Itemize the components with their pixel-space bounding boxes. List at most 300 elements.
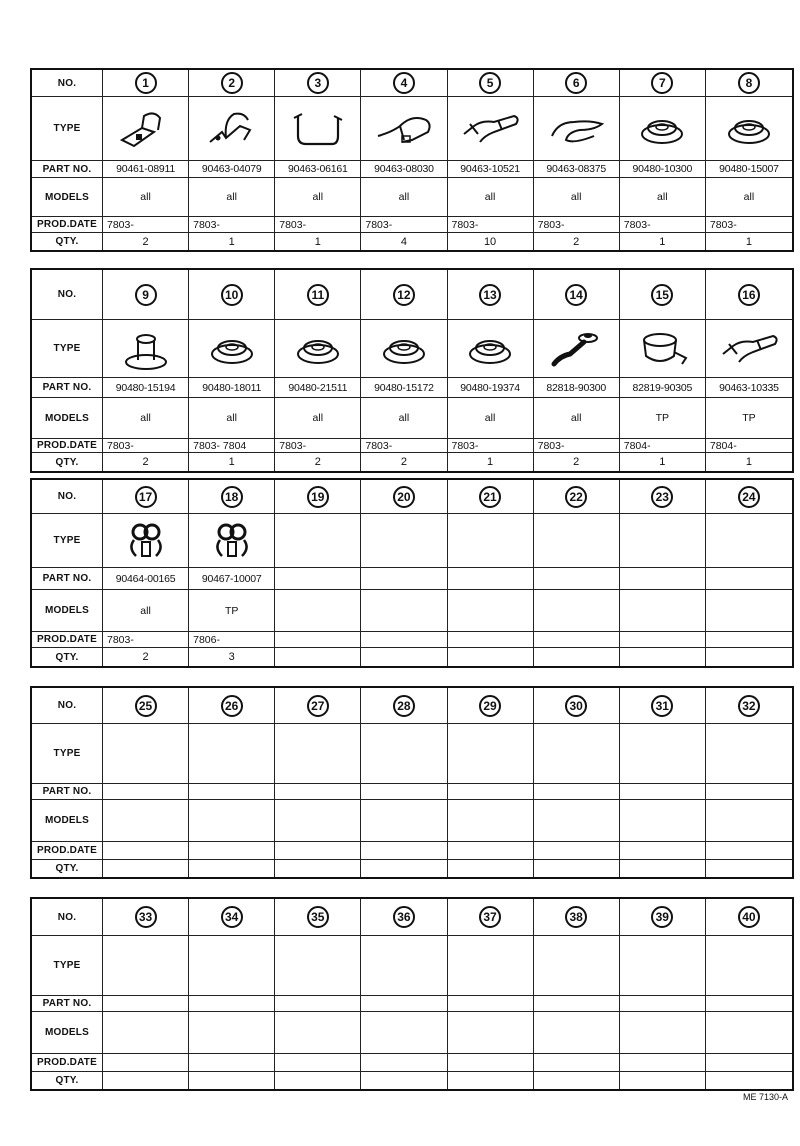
item-number-cell — [620, 899, 706, 936]
item-number: 23 — [651, 486, 673, 508]
prod-date-value — [448, 842, 534, 860]
qty-value: 10 — [448, 233, 534, 250]
item-number: 16 — [738, 284, 760, 306]
models-value — [534, 800, 620, 842]
type-cell — [361, 514, 447, 568]
u-clamp-icon — [286, 106, 350, 152]
part-no-value — [706, 996, 792, 1012]
grommet-icon — [200, 326, 264, 372]
prod-date-value — [706, 1054, 792, 1072]
prod-date-value — [103, 842, 189, 860]
part-no-value: 90461-08911 — [103, 161, 189, 178]
type-cell — [706, 724, 792, 784]
parts-table-3 — [30, 478, 794, 668]
qty-value — [534, 1072, 620, 1089]
prod-date-value: 7803- — [534, 217, 620, 233]
item-number-cell — [275, 899, 361, 936]
qty-value — [448, 648, 534, 666]
type-cell — [706, 97, 792, 161]
part-no-value: 90464-00165 — [103, 568, 189, 590]
part-no-value — [534, 996, 620, 1012]
part-no-value — [448, 996, 534, 1012]
part-no-value: 90463-06161 — [275, 161, 361, 178]
part-no-value — [189, 996, 275, 1012]
models-value — [189, 1012, 275, 1054]
item-number-cell — [534, 688, 620, 724]
models-value: all — [103, 590, 189, 632]
part-no-value — [361, 784, 447, 800]
models-value: all — [275, 178, 361, 217]
item-number-cell — [534, 480, 620, 514]
type-cell — [103, 724, 189, 784]
type-cell — [361, 320, 447, 378]
prod-date-value — [706, 632, 792, 648]
row-label-part-no: PART NO. — [32, 784, 103, 800]
part-no-value: 90480-19374 — [448, 378, 534, 398]
part-no-value: 82818-90300 — [534, 378, 620, 398]
prod-date-value: 7803- — [103, 439, 189, 453]
row-label-type: TYPE — [32, 514, 103, 568]
models-value: all — [103, 178, 189, 217]
type-cell — [361, 724, 447, 784]
parts-table-2 — [30, 268, 794, 473]
item-number: 2 — [221, 72, 243, 94]
prod-date-value: 7803- — [103, 217, 189, 233]
prod-date-value — [275, 842, 361, 860]
item-number-cell — [706, 270, 792, 320]
models-value — [103, 800, 189, 842]
prod-date-value: 7803- 7804 — [189, 439, 275, 453]
prod-date-value — [103, 1054, 189, 1072]
qty-value — [103, 860, 189, 877]
item-number: 29 — [479, 695, 501, 717]
type-cell — [275, 320, 361, 378]
item-number-cell — [448, 70, 534, 97]
item-number-cell — [448, 270, 534, 320]
part-no-value — [448, 568, 534, 590]
models-value: all — [361, 398, 447, 439]
parts-table-1 — [30, 68, 794, 252]
type-cell — [189, 514, 275, 568]
models-value — [706, 590, 792, 632]
prod-date-value: 7803- — [361, 217, 447, 233]
row-label-models: MODELS — [32, 398, 103, 439]
models-value — [706, 800, 792, 842]
item-number: 33 — [135, 906, 157, 928]
qty-value — [706, 648, 792, 666]
part-no-value: 90480-15194 — [103, 378, 189, 398]
item-number-cell — [275, 688, 361, 724]
parts-table-5 — [30, 897, 794, 1091]
item-number: 1 — [135, 72, 157, 94]
models-value — [361, 800, 447, 842]
prod-date-value: 7803- — [706, 217, 792, 233]
item-number-cell — [620, 70, 706, 97]
part-no-value: 90480-21511 — [275, 378, 361, 398]
type-cell — [620, 514, 706, 568]
qty-value — [448, 860, 534, 877]
item-number: 12 — [393, 284, 415, 306]
row-label-part-no: PART NO. — [32, 568, 103, 590]
part-no-value: 82819-90305 — [620, 378, 706, 398]
item-number: 30 — [565, 695, 587, 717]
row-label-prod-date: PROD.DATE — [32, 439, 103, 453]
type-cell — [534, 320, 620, 378]
part-no-value: 90480-18011 — [189, 378, 275, 398]
qty-value: 2 — [534, 233, 620, 250]
item-number: 14 — [565, 284, 587, 306]
models-value: all — [534, 398, 620, 439]
qty-value: 4 — [361, 233, 447, 250]
row-label-qty: QTY. — [32, 233, 103, 250]
item-number-cell — [706, 480, 792, 514]
qty-value: 1 — [620, 453, 706, 471]
models-value — [448, 1012, 534, 1054]
prod-date-value — [620, 632, 706, 648]
item-number: 18 — [221, 486, 243, 508]
prod-date-value — [448, 632, 534, 648]
part-no-value — [620, 996, 706, 1012]
models-value: all — [189, 398, 275, 439]
models-value — [534, 1012, 620, 1054]
part-no-value — [620, 784, 706, 800]
prod-date-value — [361, 632, 447, 648]
item-number: 10 — [221, 284, 243, 306]
twin-clamp-icon — [114, 518, 178, 564]
row-label-no: NO. — [32, 270, 103, 320]
type-cell — [189, 97, 275, 161]
models-value: TP — [189, 590, 275, 632]
item-number-cell — [620, 480, 706, 514]
models-value — [534, 590, 620, 632]
type-cell — [620, 320, 706, 378]
qty-value: 2 — [534, 453, 620, 471]
item-number-cell — [103, 688, 189, 724]
type-cell — [448, 724, 534, 784]
row-label-part-no: PART NO. — [32, 996, 103, 1012]
item-number: 31 — [651, 695, 673, 717]
row-label-type: TYPE — [32, 936, 103, 996]
prod-date-value — [189, 1054, 275, 1072]
item-number-cell — [189, 70, 275, 97]
item-number-cell — [448, 688, 534, 724]
prod-date-value — [534, 1054, 620, 1072]
models-value: all — [275, 398, 361, 439]
row-label-no: NO. — [32, 899, 103, 936]
loop-clamp-icon — [544, 106, 608, 152]
push-grommet-icon — [114, 326, 178, 372]
prod-date-value — [189, 842, 275, 860]
row-label-models: MODELS — [32, 1012, 103, 1054]
prod-date-value — [361, 842, 447, 860]
item-number-cell — [275, 270, 361, 320]
type-cell — [448, 97, 534, 161]
type-cell — [275, 936, 361, 996]
item-number-cell — [361, 270, 447, 320]
part-no-value — [275, 996, 361, 1012]
models-value — [361, 590, 447, 632]
item-number-cell — [361, 480, 447, 514]
part-no-value: 90463-10335 — [706, 378, 792, 398]
qty-value — [275, 860, 361, 877]
wire-clip-icon — [458, 106, 522, 152]
wire-clip-icon — [717, 326, 781, 372]
item-number: 37 — [479, 906, 501, 928]
item-number-cell — [275, 70, 361, 97]
item-number: 25 — [135, 695, 157, 717]
row-label-part-no: PART NO. — [32, 161, 103, 178]
row-label-qty: QTY. — [32, 453, 103, 471]
qty-value — [620, 648, 706, 666]
type-cell — [706, 514, 792, 568]
models-value: all — [448, 178, 534, 217]
models-value — [448, 590, 534, 632]
item-number: 39 — [651, 906, 673, 928]
models-value — [103, 1012, 189, 1054]
item-number-cell — [706, 70, 792, 97]
prod-date-value — [706, 842, 792, 860]
type-cell — [448, 320, 534, 378]
type-cell — [706, 320, 792, 378]
qty-value — [361, 860, 447, 877]
item-number-cell — [620, 270, 706, 320]
item-number: 21 — [479, 486, 501, 508]
type-cell — [189, 320, 275, 378]
item-number: 3 — [307, 72, 329, 94]
part-no-value — [103, 996, 189, 1012]
type-cell — [620, 97, 706, 161]
qty-value: 3 — [189, 648, 275, 666]
part-no-value — [706, 568, 792, 590]
item-number: 20 — [393, 486, 415, 508]
qty-value: 1 — [189, 233, 275, 250]
grommet-icon — [458, 326, 522, 372]
prod-date-value — [620, 1054, 706, 1072]
part-no-value — [448, 784, 534, 800]
qty-value: 2 — [103, 648, 189, 666]
item-number-cell — [361, 899, 447, 936]
type-cell — [275, 97, 361, 161]
prod-date-value: 7804- — [620, 439, 706, 453]
type-cell — [534, 936, 620, 996]
row-label-no: NO. — [32, 688, 103, 724]
row-label-qty: QTY. — [32, 1072, 103, 1089]
item-number: 15 — [651, 284, 673, 306]
item-number: 6 — [565, 72, 587, 94]
part-no-value: 90463-04079 — [189, 161, 275, 178]
prod-date-value: 7803- — [448, 439, 534, 453]
qty-value — [448, 1072, 534, 1089]
models-value: all — [189, 178, 275, 217]
qty-value: 1 — [620, 233, 706, 250]
boot-grommet-icon — [544, 326, 608, 372]
models-value — [620, 800, 706, 842]
qty-value: 1 — [275, 233, 361, 250]
item-number: 11 — [307, 284, 329, 306]
row-label-prod-date: PROD.DATE — [32, 632, 103, 648]
qty-value: 1 — [745, 235, 752, 248]
part-no-value — [361, 568, 447, 590]
qty-value — [361, 1072, 447, 1089]
part-no-value — [706, 784, 792, 800]
item-number: 9 — [135, 284, 157, 306]
type-cell — [361, 936, 447, 996]
qty-value — [620, 1072, 706, 1089]
prod-date-value — [620, 842, 706, 860]
item-number: 19 — [307, 486, 329, 508]
item-number: 4 — [393, 72, 415, 94]
item-number-cell — [103, 899, 189, 936]
models-value: TP — [706, 398, 792, 439]
prod-date-value — [448, 1054, 534, 1072]
item-number: 27 — [307, 695, 329, 717]
models-value: all — [534, 178, 620, 217]
item-number: 26 — [221, 695, 243, 717]
qty-value: 2 — [275, 453, 361, 471]
part-no-value — [275, 568, 361, 590]
type-cell — [448, 514, 534, 568]
qty-value — [534, 648, 620, 666]
qty-value — [706, 1072, 792, 1089]
item-number: 32 — [738, 695, 760, 717]
part-no-value — [534, 568, 620, 590]
item-number: 5 — [479, 72, 501, 94]
row-label-no: NO. — [32, 70, 103, 97]
qty-value: 2 — [103, 453, 189, 471]
item-number: 13 — [479, 284, 501, 306]
qty-value — [620, 860, 706, 877]
grommet-icon — [372, 326, 436, 372]
type-cell — [534, 97, 620, 161]
item-number-cell — [534, 899, 620, 936]
row-label-models: MODELS — [32, 800, 103, 842]
part-no-value — [103, 784, 189, 800]
row-label-models: MODELS — [32, 590, 103, 632]
item-number: 36 — [393, 906, 415, 928]
models-value — [189, 800, 275, 842]
prod-date-value: 7803- — [361, 439, 447, 453]
type-cell — [189, 936, 275, 996]
bent-clamp-icon — [200, 106, 264, 152]
item-number-cell — [103, 70, 189, 97]
prod-date-value — [275, 632, 361, 648]
item-number-cell — [448, 480, 534, 514]
models-value: all — [706, 178, 792, 217]
footer-code: ME 7130-A — [742, 1092, 788, 1102]
part-no-value: 90463-08375 — [534, 161, 620, 178]
prod-date-value: 7803- — [275, 439, 361, 453]
qty-value — [275, 648, 361, 666]
band-clamp-icon — [372, 106, 436, 152]
item-number-cell — [189, 480, 275, 514]
item-number: 22 — [565, 486, 587, 508]
parts-table-4 — [30, 686, 794, 879]
type-cell — [534, 514, 620, 568]
item-number: 17 — [135, 486, 157, 508]
models-value: TP — [620, 398, 706, 439]
type-cell — [275, 724, 361, 784]
prod-date-value — [534, 842, 620, 860]
part-no-value: 90480-10300 — [620, 161, 706, 178]
row-label-qty: QTY. — [32, 860, 103, 877]
grommet-icon — [717, 106, 781, 152]
item-number: 8 — [738, 72, 760, 94]
row-label-qty: QTY. — [32, 648, 103, 666]
row-label-prod-date: PROD.DATE — [32, 217, 103, 233]
item-number-cell — [103, 270, 189, 320]
models-value: all — [448, 398, 534, 439]
models-value — [620, 1012, 706, 1054]
prod-date-value: 7803- — [275, 217, 361, 233]
row-label-type: TYPE — [32, 724, 103, 784]
item-number: 28 — [393, 695, 415, 717]
row-label-part-no: PART NO. — [32, 378, 103, 398]
prod-date-value: 7803- — [534, 439, 620, 453]
prod-date-value: 7803- — [448, 217, 534, 233]
row-label-prod-date: PROD.DATE — [32, 1054, 103, 1072]
qty-value: 2 — [361, 453, 447, 471]
models-value — [275, 800, 361, 842]
qty-value: 1 — [745, 456, 752, 468]
type-cell — [103, 320, 189, 378]
item-number-cell — [189, 688, 275, 724]
item-number: 24 — [738, 486, 760, 508]
item-number-cell — [189, 270, 275, 320]
qty-value — [275, 1072, 361, 1089]
row-label-no: NO. — [32, 480, 103, 514]
part-no-value — [534, 784, 620, 800]
part-no-value — [620, 568, 706, 590]
models-value — [706, 1012, 792, 1054]
qty-value: 2 — [103, 233, 189, 250]
type-cell — [706, 936, 792, 996]
row-label-type: TYPE — [32, 97, 103, 161]
item-number: 34 — [221, 906, 243, 928]
item-number-cell — [361, 688, 447, 724]
item-number-cell — [361, 70, 447, 97]
type-cell — [361, 97, 447, 161]
prod-date-value — [534, 632, 620, 648]
type-cell — [103, 97, 189, 161]
models-value: all — [361, 178, 447, 217]
collar-clip-icon — [630, 326, 694, 372]
row-label-prod-date: PROD.DATE — [32, 842, 103, 860]
twin-clamp-icon — [200, 518, 264, 564]
item-number-cell — [620, 688, 706, 724]
part-no-value: 90467-10007 — [189, 568, 275, 590]
qty-value: 1 — [448, 453, 534, 471]
grommet-icon — [630, 106, 694, 152]
type-cell — [103, 936, 189, 996]
models-value — [275, 590, 361, 632]
type-cell — [448, 936, 534, 996]
qty-value — [534, 860, 620, 877]
item-number: 7 — [651, 72, 673, 94]
qty-value — [189, 1072, 275, 1089]
part-no-value — [189, 784, 275, 800]
qty-value — [361, 648, 447, 666]
part-no-value: 90463-08030 — [361, 161, 447, 178]
item-number-cell — [706, 899, 792, 936]
models-value: all — [620, 178, 706, 217]
models-value — [361, 1012, 447, 1054]
item-number-cell — [706, 688, 792, 724]
qty-value — [706, 860, 792, 877]
models-value — [620, 590, 706, 632]
prod-date-value — [275, 1054, 361, 1072]
part-no-value — [275, 784, 361, 800]
type-cell — [103, 514, 189, 568]
